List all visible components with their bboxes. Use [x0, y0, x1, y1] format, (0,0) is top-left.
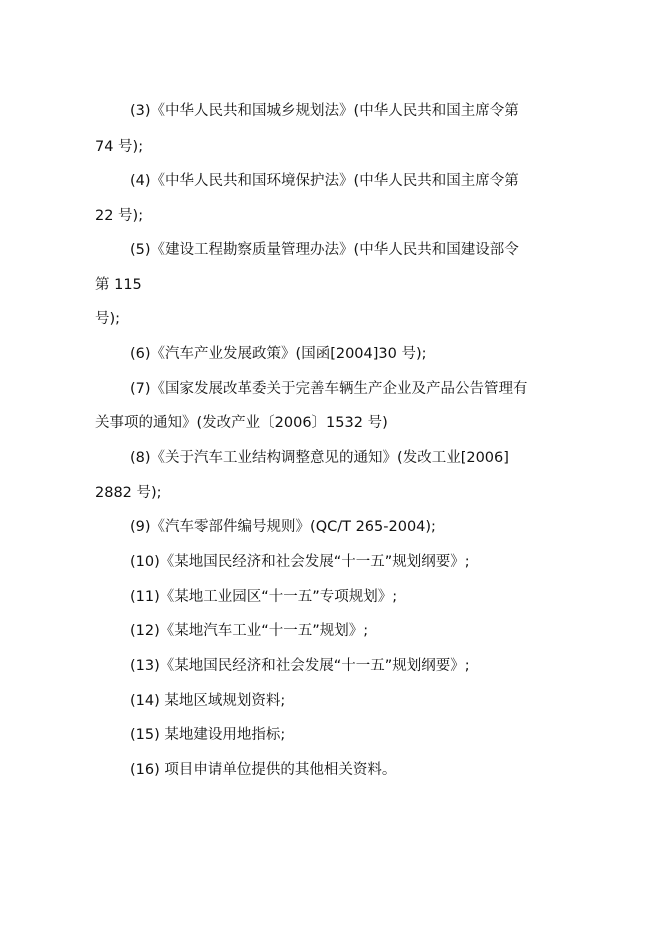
item-5-line-3: 号); [95, 311, 121, 327]
item-6-line-1: (6)《汽车产业发展政策》(国函[2004]30 号); [130, 346, 427, 362]
item-12-line-1: (12)《某地汽车工业“十一五”规划》; [130, 623, 369, 639]
item-7-line-2: 关事项的通知》(发改产业〔2006〕1532 号) [95, 415, 388, 431]
item-15-line-1: (15) 某地建设用地指标; [130, 727, 286, 743]
item-14-line-1: (14) 某地区域规划资料; [130, 693, 286, 709]
item-4-line-1: (4)《中华人民共和国环境保护法》(中华人民共和国主席令第 [130, 173, 519, 189]
item-3-line-1: (3)《中华人民共和国城乡规划法》(中华人民共和国主席令第 [130, 103, 519, 119]
item-9-line-1: (9)《汽车零部件编号规则》(QC/T 265-2004); [130, 519, 436, 535]
item-13-line-1: (13)《某地国民经济和社会发展“十一五”规划纲要》; [130, 658, 470, 674]
item-4-line-2: 22 号); [95, 208, 144, 224]
item-11-line-1: (11)《某地工业园区“十一五”专项规划》; [130, 589, 398, 605]
item-5-line-1: (5)《建设工程勘察质量管理办法》(中华人民共和国建设部令 [130, 242, 519, 258]
item-10-line-1: (10)《某地国民经济和社会发展“十一五”规划纲要》; [130, 554, 470, 570]
item-8-line-1: (8)《关于汽车工业结构调整意见的通知》(发改工业[2006] [130, 450, 509, 466]
item-8-line-2: 2882 号); [95, 485, 162, 501]
item-3-line-2: 74 号); [95, 139, 144, 155]
item-7-line-1: (7)《国家发展改革委关于完善车辆生产企业及产品公告管理有 [130, 381, 528, 397]
item-16-line-1: (16) 项目申请单位提供的其他相关资料。 [130, 762, 397, 778]
item-5-line-2: 第 115 [95, 277, 142, 293]
